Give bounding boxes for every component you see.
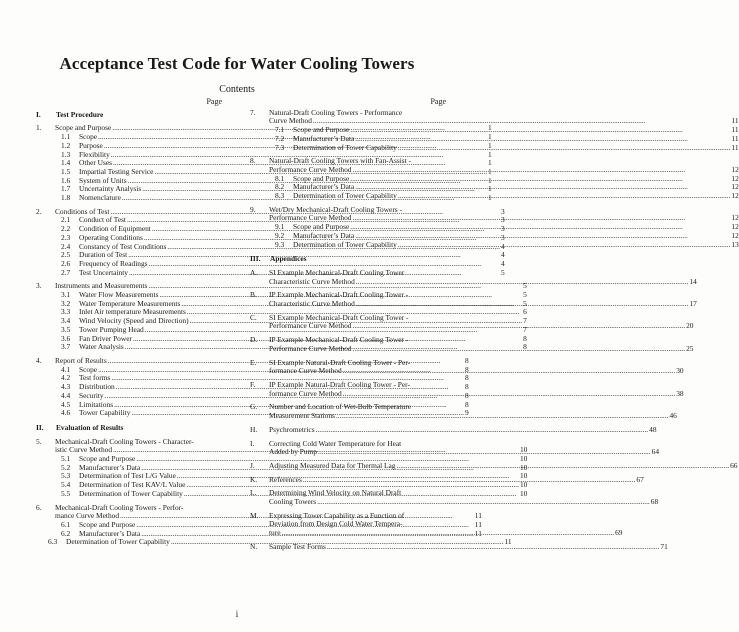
page-number: 11 [474,528,482,538]
page-number: 5 [523,281,527,291]
dot-leader [318,445,651,457]
entry-number: 3.5 [61,324,71,334]
page-number: 8 [465,382,469,392]
entry-title: Instruments and Measurements [55,281,148,291]
entry-title: Water Analysis [79,342,124,352]
dot-leader [356,278,689,287]
toc-entry[interactable] [269,322,693,331]
entry-title: Nomenclature [79,193,121,203]
page-number: 10 [519,462,528,472]
section-heading [36,424,222,433]
page-number: 5 [523,290,527,300]
appendix-body [269,489,658,506]
document-title: Acceptance Test Code for Water Cooling Towers [59,54,415,73]
appendix-entry [250,335,694,353]
entry-title: Curve Method [269,116,312,126]
appendix-entry [250,267,697,286]
appendix-letter: E. [250,357,257,367]
entry-title: Determination of Tower Capability [79,488,183,498]
entry-number: 2.6 [61,258,71,268]
appendix-letter: L. [250,488,257,498]
page-number: 1 [488,149,492,159]
appendix-letter: I. [250,438,255,448]
appendix-entry [250,379,684,398]
section-title: Test Procedure [56,109,104,119]
toc-subentry[interactable] [275,140,739,153]
page-number: 8 [465,355,469,365]
entry-title: Test forms [79,373,111,383]
entry-title: Security [79,390,104,400]
entry-title-line: Natural-Draft Cooling Towers - Performance [269,107,403,117]
page-folio: i [235,609,239,619]
entry-title: System of Units [79,175,127,185]
toc-group [250,156,739,201]
page-number: 3 [501,215,505,225]
entry-title: Scope and Purpose [293,222,350,232]
entry-title-line: Correcting Cold Water Temperature for Heat [269,438,402,448]
entry-title: Determination of Tower Capability [66,537,170,547]
appendix-body [269,333,694,353]
page-number: 12 [731,191,739,201]
toc-subentry[interactable] [275,192,739,201]
dot-leader [343,390,676,399]
page-number: 1 [488,184,492,194]
entry-title: Manufacturer’s Data [79,528,141,538]
entry-title-line: Mechanical-Draft Cooling Towers - Perfor- [55,502,184,512]
entry-number: 3.7 [61,342,71,352]
appendix-letter: A. [250,267,258,277]
page-number: 11 [474,519,482,529]
entry-title-line: Number and Location of Wet-Bulb Temperature [269,402,412,412]
page-number: 1 [488,158,492,168]
entry-title: Water Flow Measurements [79,290,159,300]
appendix-body [269,462,737,471]
page-number: 11 [731,116,739,126]
entry-title: Scope and Purpose [79,454,136,464]
entry-number: 9.3 [275,239,285,249]
entry-title-line: Expressing Tower Capability as a Function of [269,510,405,520]
entry-number: 6.2 [61,528,71,538]
page-number: 11 [731,133,739,143]
entry-title: Constancy of Test Conditions [79,241,167,251]
entry-title: formance Curve Method [269,366,342,376]
toc-entry[interactable] [269,445,660,457]
entry-number: 1.6 [61,175,71,185]
entry-title: Manufacturer’s Data [293,230,355,240]
page-number: 10 [519,471,528,481]
entry-title: Conditions of Test [55,206,110,216]
entry-title-line: Natural-Draft Cooling Towers with Fan-Assist - [269,156,412,166]
entry-number: 9.2 [275,230,285,240]
page-column-header: Page [206,97,222,106]
page-number: 30 [676,366,684,376]
entry-number: 2.1 [61,215,71,225]
entry-title: Wind Velocity (Speed and Direction) [79,316,189,326]
page-number: 71 [660,541,668,551]
entry-title: Adjusting Measured Data for Thermal Lag [269,460,396,470]
page-number: 8 [465,390,469,400]
entry-title-line: IP Example Natural-Draft Cooling Tower - Per- [269,379,410,389]
page-number: 8 [523,342,527,352]
page-number: 1 [488,132,492,142]
section-number: I. [36,109,41,119]
entry-number: 2.4 [61,241,71,251]
entry-title-line: SI Example Mechanical-Draft Cooling Tower - [269,312,409,322]
entry-number: 3.3 [61,307,71,317]
page-number: 46 [669,411,677,421]
page-number: 4 [501,250,505,260]
toc-entry[interactable] [269,476,644,485]
page-number: 11 [731,142,739,152]
entry-number: 2.7 [61,267,71,277]
entry-title: Characteristic Curve Method [269,276,355,286]
appendix-body [269,291,697,308]
toc-entry[interactable] [269,529,622,538]
appendix-body [269,440,659,457]
page-number: 9 [465,408,469,418]
page-number: 20 [686,321,694,331]
dot-leader [282,529,615,538]
entry-title-line: IP Example Mechanical-Draft Cooling Tower - [269,290,409,300]
appendix-body [269,399,677,421]
entry-title: ture [269,528,281,538]
entry-number: 5.1 [61,454,71,464]
appendix-entry [250,402,677,421]
entry-number: 1.3 [61,149,71,159]
page-number: 10 [519,454,528,464]
toc-subentry[interactable] [275,241,739,250]
page-number: 68 [650,497,659,507]
appendix-body [269,269,697,286]
appendix-body [269,543,668,552]
entry-title: Determination of Test L/G Value [79,471,176,481]
appendix-body [269,381,684,398]
entry-title: Determination of Test KAV/L Value [79,480,186,490]
dot-leader [317,498,650,507]
entry-number: 3.1 [61,290,71,300]
entry-number: 4.5 [61,399,71,409]
entry-number: 7.3 [275,142,285,152]
subentry-list [275,175,739,201]
entry-title: Frequency of Readings [79,258,148,268]
appendix-entry [250,312,694,331]
entry-number: 2.5 [61,250,71,260]
entry-number: 3.6 [61,333,71,343]
entry-title: Purpose [79,140,103,150]
entry-title: Operating Conditions [79,232,143,242]
page-number: 12 [731,213,739,223]
dot-leader [327,543,660,552]
appendix-letter: K. [250,474,258,484]
appendix-letter: G. [250,402,258,412]
page-number: 12 [731,222,739,232]
entry-number: 5.3 [61,471,71,481]
dot-leader [343,364,676,376]
page-number: 5 [501,267,505,277]
entry-title: Tower Pumping Head [79,324,144,334]
page-number: 5 [523,298,527,308]
entry-title: Conduct of Test [79,215,126,225]
entry-title-line: IP Example Mechanical-Draft Cooling Tower - [269,335,409,345]
page-number: 1 [488,166,492,176]
appendix-letter: N. [250,541,258,551]
toc-entry[interactable] [269,364,684,376]
subentry-list [275,223,739,249]
section-title: Appendices [270,254,307,264]
entry-title: Manufacturer’s Data [293,133,355,143]
appendix-body [269,426,657,435]
dot-leader [398,241,731,250]
entry-number: 1.1 [61,132,71,142]
group-number: 8. [250,156,256,166]
entry-number: 1.5 [61,166,71,176]
section-number: III. [250,254,261,264]
group-number: 2. [36,206,42,216]
page-number: 10 [519,445,528,455]
dot-leader [316,426,649,435]
entry-number: 8.2 [275,182,285,192]
entry-title: Psychrometrics [269,424,315,434]
toc-group [250,107,739,153]
entry-title: Scope and Purpose [55,123,112,133]
page-number: 10 [519,488,528,498]
toc-group [250,204,739,250]
entry-title: Performance Curve Method [269,213,352,223]
entry-number: 7.1 [275,125,285,135]
dot-leader [353,342,686,354]
appendix-letter: B. [250,290,257,300]
entry-title: Characteristic Curve Method [269,299,355,309]
appendix-letter: F. [250,379,256,389]
page-number: 12 [731,164,739,174]
entry-number: 1.7 [61,184,71,194]
dot-leader [303,476,636,485]
page-number: 8 [465,373,469,383]
section-heading [36,111,222,120]
entry-number: 4.1 [61,364,71,374]
appendix-entry [250,424,657,435]
page-number: 8 [465,364,469,374]
page-number: 3 [501,232,505,242]
dot-leader [336,412,669,421]
entry-title: Determination of Tower Capability [293,191,397,201]
subentry-list [275,123,739,152]
entry-title: Other Uses [79,158,113,168]
entry-title: Manufacturer’s Data [79,462,141,472]
toc-entry[interactable] [269,390,684,399]
entry-title: Water Temperature Measurements [79,298,181,308]
page-number: 1 [488,123,492,133]
entry-title: Test Uncertainty [79,267,128,277]
appendix-entry [250,290,697,309]
entry-title-line: SI Example Mechanical-Draft Cooling Tower [269,267,405,277]
entry-number: 8.3 [275,191,285,201]
entry-title: Cooling Towers [269,497,317,507]
page-number: 8 [523,333,527,343]
entry-number: 5.5 [61,488,71,498]
entry-title: Fan Driver Power [79,333,132,343]
entry-number: 4.6 [61,408,71,418]
dot-leader [398,140,731,153]
toc-entry[interactable] [269,543,668,552]
toc-entry[interactable] [269,426,657,435]
page-number: 11 [504,537,512,547]
toc-entry[interactable] [269,498,658,507]
page-number: 67 [636,474,644,484]
page-number: 48 [649,424,657,434]
entry-number: 9.1 [275,222,285,232]
page-number: 69 [615,528,623,538]
entry-title: Limitations [79,399,114,409]
entry-number: 3.4 [61,316,71,326]
page-number: 1 [488,140,492,150]
entry-title-line: Determining Wind Velocity on Natural Draft [269,488,402,498]
entry-number: 1.2 [61,140,71,150]
entry-number: 7.2 [275,133,285,143]
toc-entry[interactable] [269,342,694,354]
page-number: 8 [465,399,469,409]
toc-entry[interactable] [269,300,697,309]
page-number: 7 [523,316,527,326]
entry-number: 2.3 [61,232,71,242]
page-column-header: Page [430,97,446,106]
entry-number: 5.4 [61,480,71,490]
entry-title-line: Wet/Dry Mechanical-Draft Cooling Towers - [269,204,402,214]
entry-title-line: Mechanical-Draft Cooling Towers - Character- [55,436,194,446]
entry-title: Performance Curve Method [269,343,352,353]
entry-number: 2.2 [61,224,71,234]
group-number: 5. [36,436,42,446]
dot-leader [397,462,730,471]
appendix-letter: H. [250,424,258,434]
entry-title: Added by Pump [269,447,318,457]
entry-title: Uncertainty Analysis [79,184,142,194]
entry-title: Measurement Stations [269,411,335,421]
entry-title-line: SI Example Natural-Draft Cooling Tower - Per- [269,357,411,367]
entry-number: 6.3 [48,537,58,547]
entry-title: Report of Results [55,355,107,365]
page-number: 64 [651,447,660,457]
toc-entry[interactable] [269,412,677,421]
appendix-body [269,476,644,485]
appendix-body [269,355,684,376]
entry-title: Inlet Air temperature Measurements [79,307,186,317]
entry-number: 6.1 [61,519,71,529]
entry-title: istic Curve Method [55,445,113,455]
group-number: 6. [36,502,42,512]
group-number: 1. [36,123,42,133]
entry-number: 8.1 [275,173,285,183]
entry-number: 4.2 [61,373,71,383]
section-number: II. [36,422,44,432]
appendix-letter: M. [250,510,259,520]
entry-title: Performance Curve Method [269,164,352,174]
appendix-entry [250,357,684,376]
page-number: 6 [523,307,527,317]
entry-title: Scope and Purpose [293,173,350,183]
contents-heading: Contents [219,84,255,95]
page-number: 11 [731,125,739,135]
appendix-body [269,314,693,331]
appendix-letter: J. [250,460,255,470]
entry-title: Impartial Testing Service [79,166,154,176]
group-number: 9. [250,204,256,214]
entry-title: Scope and Purpose [293,125,350,135]
entry-number: 4.3 [61,382,71,392]
page-number: 10 [519,480,528,490]
page-number: 12 [731,230,739,240]
page-number: 3 [501,224,505,234]
entry-title: formance Curve Method [269,388,342,398]
group-number: 7. [250,107,256,117]
toc-entry[interactable] [269,278,697,287]
appendix-letter: D. [250,335,258,345]
page-number: 4 [501,241,505,251]
page-number: 3 [501,206,505,216]
entry-title: References [269,474,302,484]
entry-title: Performance Curve Method [269,321,352,331]
appendix-body [269,512,622,538]
entry-number: 1.4 [61,158,71,168]
page-number: 1 [488,175,492,185]
entry-title: Tower Capability [79,408,131,418]
entry-title: Sample Test Forms [269,541,326,551]
section-heading [250,255,446,264]
entry-title: Manufacturer’s Data [293,182,355,192]
entry-number: 1.8 [61,193,71,203]
entry-title: Scope [79,364,98,374]
entry-number: 4.4 [61,390,71,400]
entry-number: 5.2 [61,462,71,472]
page-number: 17 [689,299,697,309]
page-number: 11 [474,511,482,521]
page-number: 4 [501,258,505,268]
dot-leader [356,300,689,309]
entry-title: Determination of Tower Capability [293,239,397,249]
entry-title: Distribution [79,382,115,392]
toc-entry[interactable] [269,462,737,471]
page-number: 38 [676,388,684,398]
page-number: 1 [488,193,492,203]
appendix-letter: C. [250,312,257,322]
entry-title: Duration of Test [79,250,128,260]
entry-title: Condition of Equipment [79,224,151,234]
entry-title-line: Deviation from Design Cold Water Tempera- [269,519,403,529]
section-title: Evaluation of Results [56,422,124,432]
page-number: 12 [731,182,739,192]
page-number: 66 [730,460,738,470]
page-number: 25 [686,343,694,353]
group-number: 4. [36,355,42,365]
entry-title: Determination of Tower Capability [293,142,397,152]
page-number: 7 [523,324,527,334]
page-number: 14 [689,276,697,286]
entry-title: Scope [79,132,98,142]
dot-leader [353,322,686,331]
entry-title: Flexibility [79,149,110,159]
entry-title: Scope and Purpose [79,519,136,529]
entry-title: mance Curve Method [55,511,120,521]
page-number: 12 [731,173,739,183]
entry-number: 3.2 [61,298,71,308]
page-number: 13 [731,239,739,249]
dot-leader [398,192,731,201]
group-number: 3. [36,281,42,291]
